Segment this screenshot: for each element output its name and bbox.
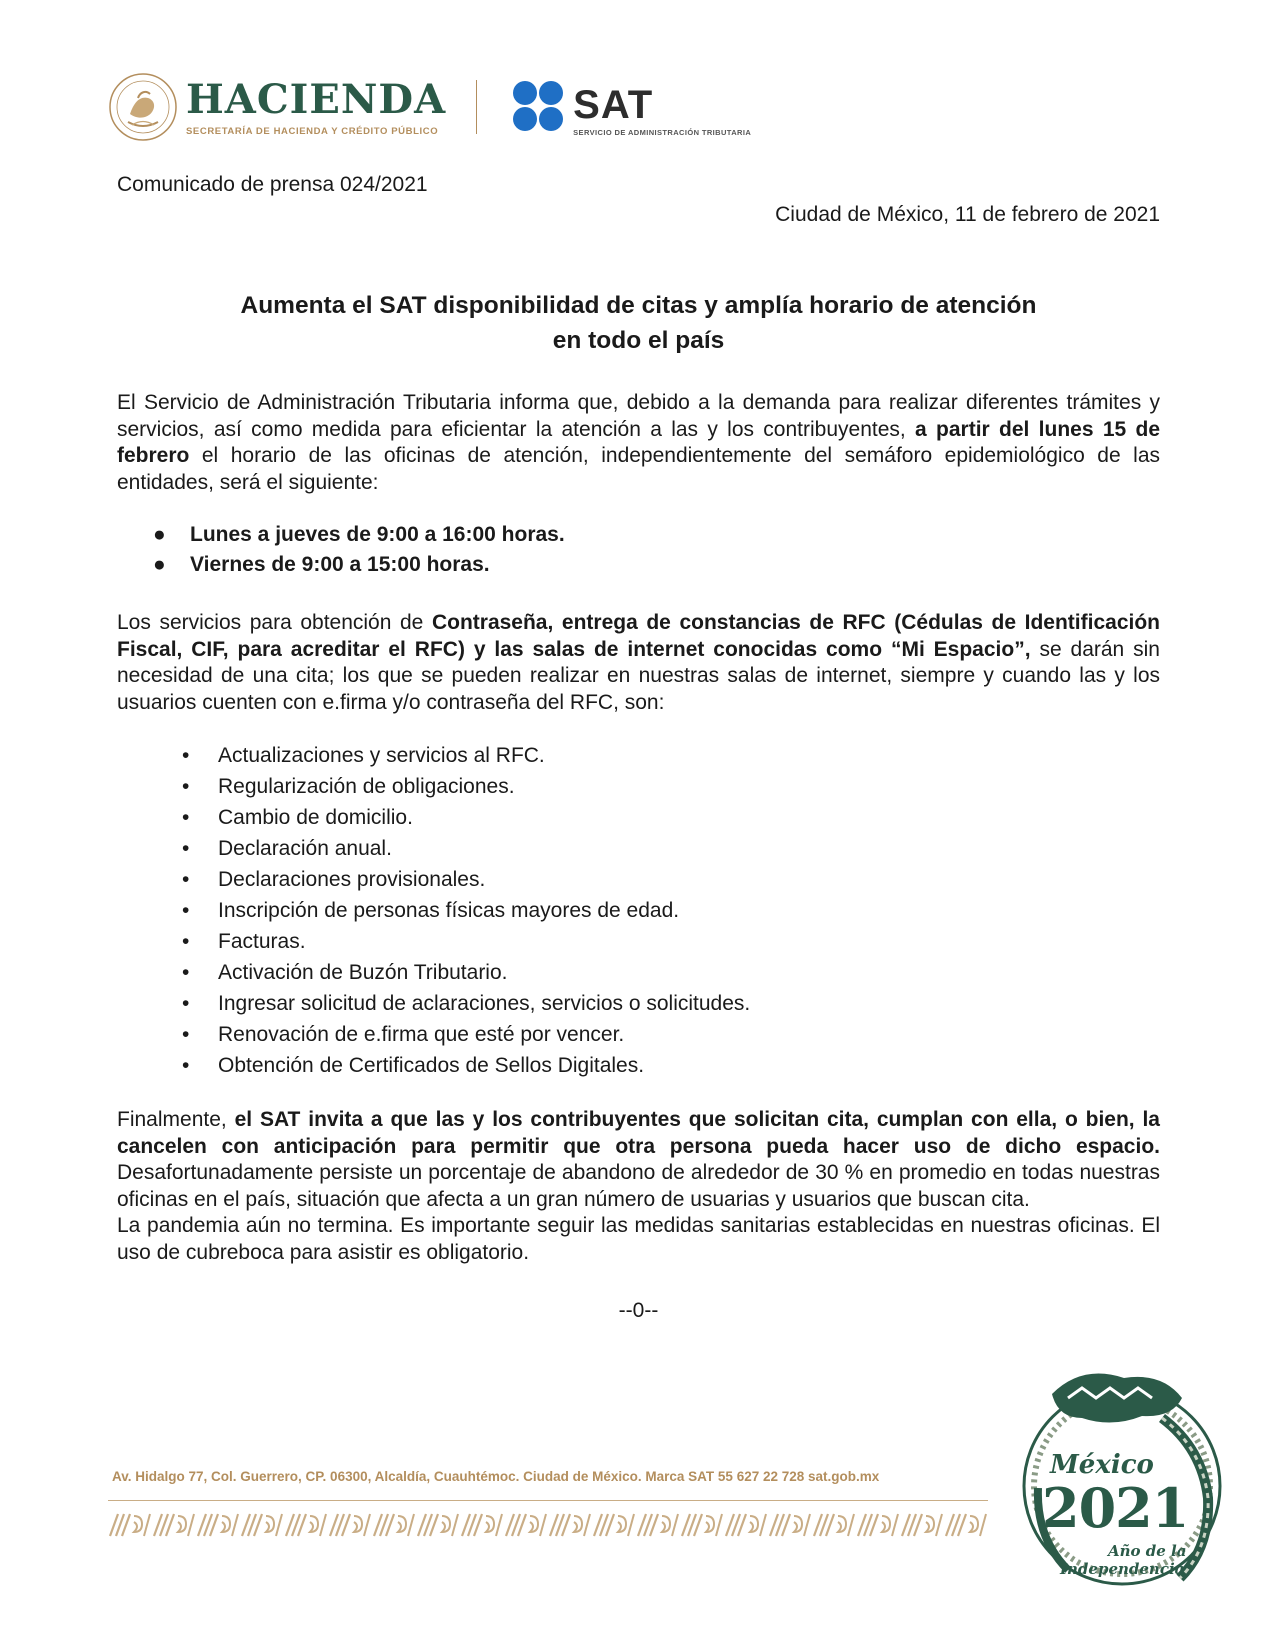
service-text: Declaraciones provisionales. bbox=[218, 868, 486, 891]
closing-mark: --0-- bbox=[618, 1299, 659, 1322]
hacienda-subtitle: SECRETARÍA DE HACIENDA Y CRÉDITO PÚBLICO bbox=[186, 125, 439, 137]
paragraph-intro-bold: a partir del lunes 15 de febrero bbox=[117, 417, 1161, 467]
paragraph-services-bold: Contraseña, entrega de constancias de RFC (Cédulas de Identificación Fiscal, CIF, para acreditar el RFC) y las salas de internet conocidas como “Mi Espacio”, bbox=[117, 611, 1160, 661]
list-item bbox=[117, 740, 1160, 771]
bullet-icon: • bbox=[182, 837, 190, 860]
service-text: Inscripción de personas físicas mayores de edad. bbox=[218, 899, 680, 922]
service-text: Renovación de e.firma que esté por vencer. bbox=[218, 1023, 625, 1046]
page-header bbox=[108, 72, 751, 142]
paragraph-intro-text: El Servicio de Administración Tributaria informa que, debido a la demanda para realizar diferentes trámites y servicios, así como medida para eficientar la atención a las y los contribuyentes, bbox=[117, 391, 1160, 441]
place-date: Ciudad de México, 11 de febrero de 2021 bbox=[775, 202, 1160, 226]
document-body bbox=[117, 172, 1160, 1346]
service-text: Activación de Buzón Tributario. bbox=[218, 961, 508, 984]
sat-logo bbox=[573, 78, 751, 137]
list-item bbox=[117, 957, 1160, 988]
paragraph-intro-text-end: el horario de las oficinas de atención, independientemente del semáforo epidemiológico de las entidades, será el siguiente: bbox=[117, 444, 1160, 494]
bullet-icon: • bbox=[182, 744, 190, 767]
hours-list bbox=[117, 520, 1160, 580]
bullet-icon: • bbox=[182, 992, 190, 1015]
list-item bbox=[117, 802, 1160, 833]
service-text: Obtención de Certificados de Sellos Digitales. bbox=[218, 1054, 645, 1077]
bullet-icon: • bbox=[182, 775, 190, 798]
emblem-country: México bbox=[1050, 1450, 1154, 1480]
paragraph-final-bold: el SAT invita a que las y los contribuyentes que solicitan cita, cumplan con ella, o bien, la cancelen con anticipación para permitir que otra persona pueda hacer uso de dicho espacio. bbox=[117, 1108, 1160, 1158]
footer-divider bbox=[108, 1500, 988, 1501]
bullet-icon: • bbox=[182, 806, 190, 829]
list-item bbox=[117, 864, 1160, 895]
paragraph-intro bbox=[117, 390, 1160, 496]
header-divider bbox=[476, 80, 477, 134]
emblem-line2: Independencia bbox=[1060, 1560, 1185, 1578]
paragraph-final bbox=[117, 1107, 1160, 1213]
service-text: Actualizaciones y servicios al RFC. bbox=[218, 744, 545, 767]
hacienda-logo bbox=[186, 75, 447, 137]
paragraph-services bbox=[117, 610, 1160, 716]
service-text: Facturas. bbox=[218, 930, 306, 953]
list-item bbox=[117, 520, 1160, 550]
hacienda-name: HACIENDA bbox=[186, 75, 447, 123]
list-item bbox=[117, 1019, 1160, 1050]
bullet-icon: • bbox=[182, 1054, 190, 1077]
title-line-2: en todo el país bbox=[552, 327, 725, 354]
paragraph-final-text-end: Desafortunadamente persiste un porcentaje de abandono de alrededor de 30 % en promedio en todas nuestras oficinas en el país, situación que afecta a un gran número de usuarias y usuarios que buscan cita. bbox=[117, 1161, 1160, 1211]
mexico-seal-icon bbox=[108, 72, 178, 142]
bullet-icon: • bbox=[182, 899, 190, 922]
press-release-number: Comunicado de prensa 024/2021 bbox=[117, 173, 428, 196]
list-item bbox=[117, 926, 1160, 957]
paragraph-services-text: Los servicios para obtención de bbox=[117, 611, 432, 634]
sat-subtitle: SERVICIO DE ADMINISTRACIÓN TRIBUTARIA bbox=[573, 127, 752, 137]
bullet-icon: • bbox=[182, 868, 190, 891]
mexico-2021-emblem-icon bbox=[1012, 1358, 1222, 1598]
bullet-icon: • bbox=[182, 1023, 190, 1046]
list-item bbox=[117, 1050, 1160, 1081]
services-list bbox=[117, 740, 1160, 1081]
service-text: Cambio de domicilio. bbox=[218, 806, 413, 829]
paragraph-services-text-end: se darán sin necesidad de una cita; los que se pueden realizar en nuestras salas de internet, siempre y cuando las y los usuarios cuenten con e.firma y/o contraseña del RFC, son: bbox=[117, 637, 1160, 714]
emblem-line1: Año de la bbox=[1108, 1542, 1187, 1560]
paragraph-final-text: Finalmente, bbox=[117, 1108, 235, 1131]
bullet-icon: • bbox=[182, 930, 190, 953]
service-text: Ingresar solicitud de aclaraciones, servicios o solicitudes. bbox=[218, 992, 751, 1015]
service-text: Regularización de obligaciones. bbox=[218, 775, 515, 798]
decorative-pattern-icon bbox=[108, 1512, 988, 1538]
paragraph-pandemic: La pandemia aún no termina. Es importante seguir las medidas sanitarias establecidas en nuestras oficinas. El uso de cubreboca para asistir es obligatorio. bbox=[117, 1214, 1160, 1264]
sat-name: SAT bbox=[573, 82, 654, 127]
bullet-icon: ● bbox=[153, 553, 166, 576]
document-title bbox=[117, 288, 1160, 358]
sat-dots-logo-icon bbox=[511, 79, 567, 135]
title-line-1: Aumenta el SAT disponibilidad de citas y amplía horario de atención bbox=[240, 292, 1037, 319]
hours-text: Viernes de 9:00 a 15:00 horas. bbox=[190, 553, 490, 576]
footer-address: Av. Hidalgo 77, Col. Guerrero, CP. 06300, Alcaldía, Cuauhtémoc. Ciudad de México. Marca SAT 55 627 22 728 sat.gob.mx bbox=[112, 1469, 880, 1484]
list-item bbox=[117, 771, 1160, 802]
hours-text: Lunes a jueves de 9:00 a 16:00 horas. bbox=[190, 523, 565, 546]
list-item bbox=[117, 988, 1160, 1019]
list-item bbox=[117, 833, 1160, 864]
emblem-year: 2021 bbox=[1042, 1476, 1189, 1540]
list-item bbox=[117, 895, 1160, 926]
bullet-icon: ● bbox=[153, 523, 166, 546]
list-item bbox=[117, 550, 1160, 580]
bullet-icon: • bbox=[182, 961, 190, 984]
service-text: Declaración anual. bbox=[218, 837, 392, 860]
